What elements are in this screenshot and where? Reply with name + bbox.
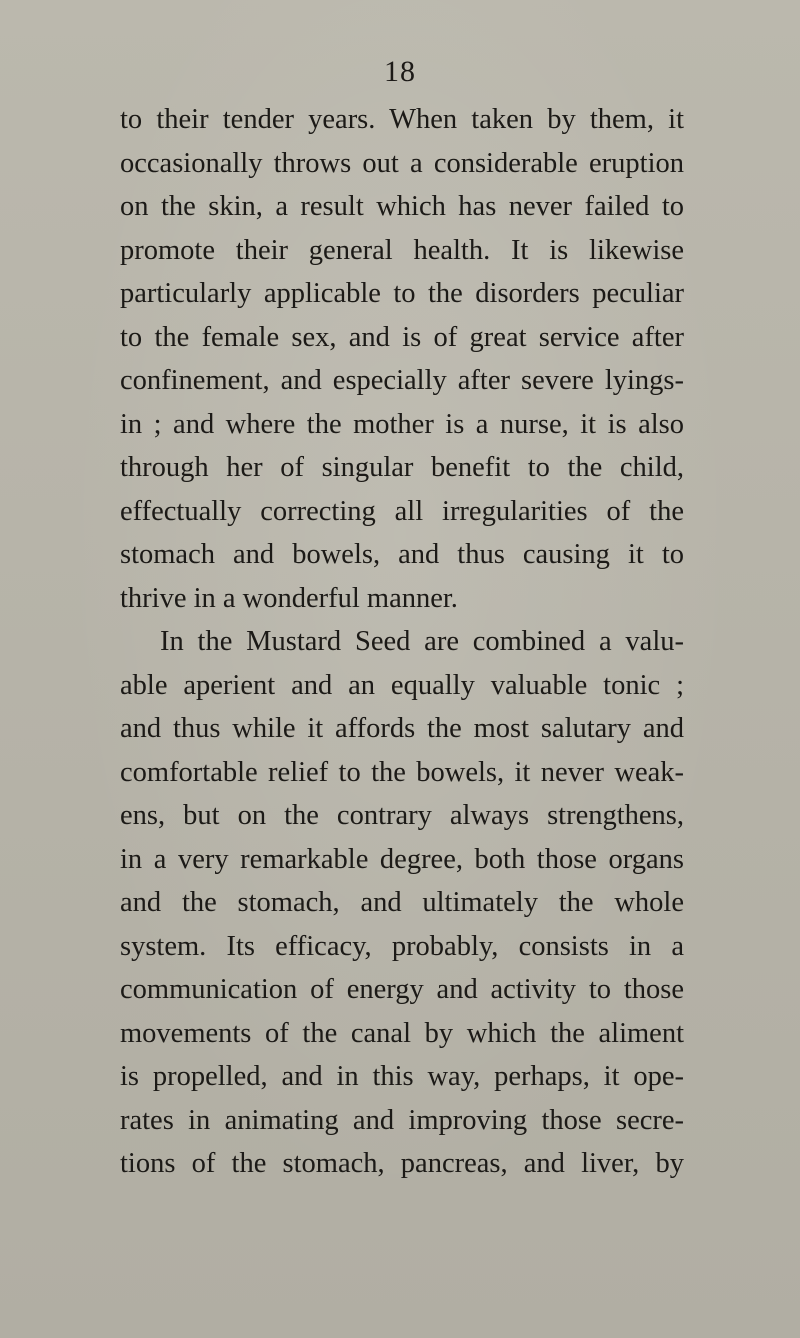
text-line: communication of energy and activity to those bbox=[120, 974, 684, 1005]
text-line: ens, but on the contrary always strengthens, bbox=[120, 800, 684, 831]
text-line: promote their general health. It is likewise bbox=[120, 234, 684, 266]
text-line: confinement, and especially after severe lyings- bbox=[120, 365, 684, 396]
text-line: tions of the stomach, pancreas, and liver, by bbox=[120, 1148, 684, 1179]
text-line: in a very remarkable degree, both those organs bbox=[120, 843, 684, 875]
text-line: stomach and bowels, and thus causing it to bbox=[120, 539, 684, 570]
text-line: movements of the canal by which the aliment bbox=[120, 1017, 684, 1049]
text-line: is propelled, and in this way, perhaps, it ope- bbox=[120, 1061, 684, 1092]
text-line-paragraph-start: In the Mustard Seed are combined a valu- bbox=[160, 626, 684, 657]
text-line: through her of singular benefit to the child, bbox=[120, 452, 684, 483]
text-line: thrive in a wonderful manner. bbox=[120, 582, 458, 614]
text-line: system. Its efficacy, probably, consists in a bbox=[120, 930, 684, 962]
text-line: comfortable relief to the bowels, it never weak- bbox=[120, 756, 684, 788]
text-line: particularly applicable to the disorders peculiar bbox=[120, 278, 684, 309]
text-line: and the stomach, and ultimately the whole bbox=[120, 887, 684, 918]
text-line: to their tender years. When taken by them, it bbox=[120, 104, 684, 135]
text-line: occasionally throws out a considerable eruption bbox=[120, 147, 684, 179]
text-line: able aperient and an equally valuable tonic ; bbox=[120, 669, 684, 701]
text-line: effectually correcting all irregularities of the bbox=[120, 495, 684, 527]
body-text bbox=[120, 98, 684, 1186]
page-number: 18 bbox=[384, 55, 416, 88]
text-line: and thus while it affords the most salutary and bbox=[120, 713, 684, 744]
text-line: to the female sex, and is of great service after bbox=[120, 321, 684, 353]
text-line: in ; and where the mother is a nurse, it is also bbox=[120, 408, 684, 440]
text-line: on the skin, a result which has never failed to bbox=[120, 191, 684, 222]
text-line: rates in animating and improving those secre- bbox=[120, 1104, 684, 1136]
